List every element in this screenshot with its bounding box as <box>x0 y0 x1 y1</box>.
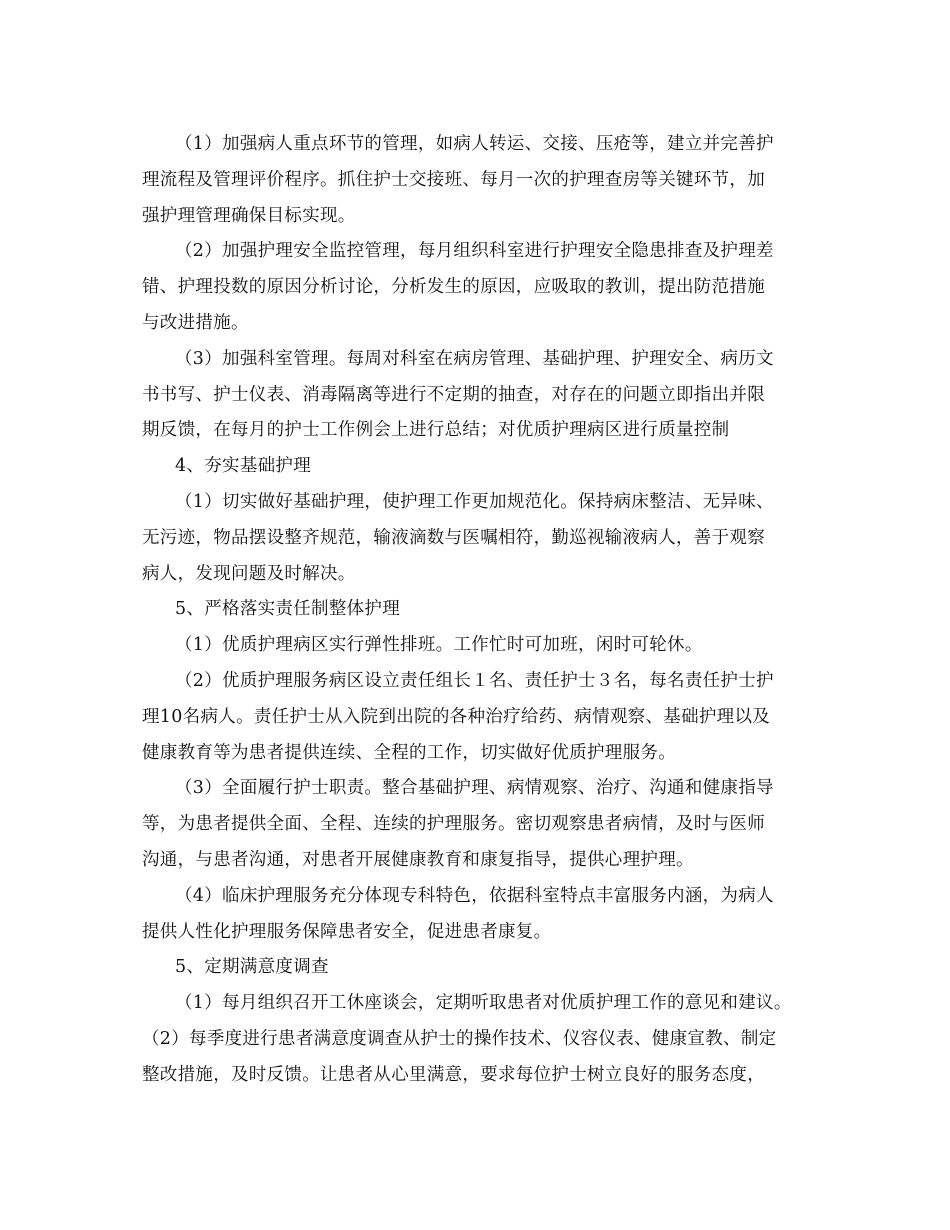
paragraph-line: 理流程及管理评价程序。抓住护士交接班、每月一次的护理查房等关键环节，加 <box>142 169 765 190</box>
paragraph-line: （1）加强病人重点环节的管理，如病人转运、交接、压疮等，建立并完善护 <box>175 134 774 154</box>
paragraph-line: 健康教育等为患者提供连续、全程的工作，切实做好优质护理服务。 <box>142 742 676 763</box>
paragraph-line: （1）切实做好基础护理，使护理工作更加规范化。保持病床整洁、无异味、 <box>175 491 774 512</box>
paragraph-line: 提供人性化护理服务保障患者安全，促进患者康复。 <box>142 921 552 942</box>
paragraph-line: （4）临床护理服务充分体现专科特色，依据科室特点丰富服务内涵，为病人 <box>175 885 774 906</box>
paragraph-line: 整改措施，及时反馈。让患者从心里满意，要求每位护士树立良好的服务态度， <box>142 1064 765 1085</box>
section-heading: 5、严格落实责任制整体护理 <box>175 599 401 620</box>
section-heading: 5、定期满意度调查 <box>175 957 329 978</box>
paragraph-line: 沟通，与患者沟通，对患者开展健康教育和康复指导，提供心理护理。 <box>142 849 694 870</box>
paragraph-line: 等，为患者提供全面、全程、连续的护理服务。密切观察患者病情，及时与医师 <box>142 814 765 835</box>
paragraph-line: （2）每季度进行患者满意度调查从护士的操作技术、仪容仪表、健康宣教、制定 <box>142 1028 777 1049</box>
paragraph-line: 理10名病人。责任护士从入院到出院的各种治疗给药、病情观察、基础护理以及 <box>142 706 771 727</box>
paragraph-line: （3）加强科室管理。每周对科室在病房管理、基础护理、护理安全、病历文 <box>175 348 774 369</box>
paragraph-line: （1）优质护理病区实行弹性排班。工作忙时可加班，闲时可轮休。 <box>175 635 703 656</box>
paragraph-line: 病人，发现问题及时解决。 <box>142 563 356 584</box>
paragraph-line: 期反馈，在每月的护士工作例会上进行总结；对优质护理病区进行质量控制 <box>142 420 730 441</box>
paragraph-line: （1）每月组织召开工休座谈会，定期听取患者对优质护理工作的意见和建议。 <box>175 993 792 1014</box>
paragraph-line: 书书写、护士仪表、消毒隔离等进行不定期的抽查，对存在的问题立即指出并限 <box>142 384 765 405</box>
paragraph-line: 与改进措施。 <box>142 312 249 333</box>
paragraph-line: 强护理管理确保目标实现。 <box>142 205 356 226</box>
paragraph-line: 无污迹，物品摆设整齐规范，输液滴数与医嘱相符，勤巡视输液病人，善于观察 <box>142 527 765 548</box>
paragraph-line: （2）加强护理安全监控管理，每月组织科室进行护理安全隐患排查及护理差 <box>175 241 774 262</box>
paragraph-line: （3）全面履行护士职责。整合基础护理、病情观察、治疗、沟通和健康指导 <box>175 778 774 799</box>
paragraph-line: （2）优质护理服务病区设立责任组长１名、责任护士３名，每名责任护士护 <box>175 670 774 691</box>
paragraph-line: 错、护理投数的原因分析讨论，分析发生的原因，应吸取的教训，提出防范措施 <box>142 277 765 298</box>
section-heading: 4、夯实基础护理 <box>175 456 312 477</box>
